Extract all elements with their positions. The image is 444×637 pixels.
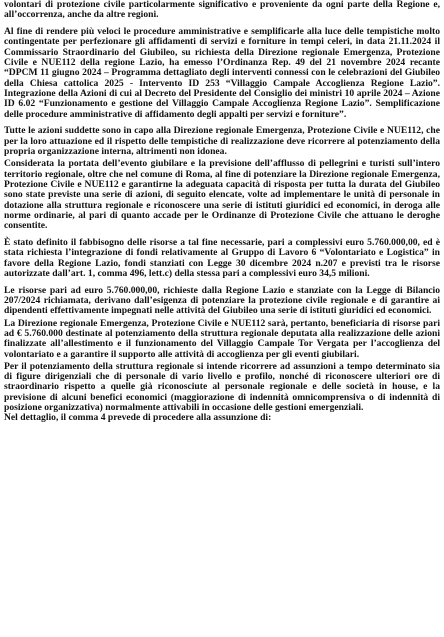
paragraph-azioni: Tutte le azioni suddette sono in capo alla Direzione regionale Emergenza, Protezione Civile e NUE112, che per la loro attuazione ed il rispetto delle tempistiche di realizzazione deve ricorrere al potenziamento della propria organizzazione interna, altrimenti non idonea. — [4, 125, 440, 158]
paragraph-risorse: Le risorse pari ad euro 5.760.000,00, richieste dalla Regione Lazio e stanziate con la Legge di Bilancio 207/2024 richiamata, derivano dall’esigenza di potenziare la protezione civile regionale e di garantire ai dipendenti effettivamente impegnati nelle attività del Giubileo una serie di istituti giuridici ed economici. — [4, 284, 440, 317]
paragraph-volontari: volontari di protezione civile particolarmente significativo e proveniente da ogni parte della Regione e, all’occorrenza, anche da altre regioni. — [4, 0, 440, 21]
paragraph-potenziamento: Per il potenziamento della struttura regionale si intende ricorrere ad assunzioni a tempo determinato sia di figure dirigenziali che di personale di vario livello e profilo, nonché di riconoscere ulteriori ore di straordinario rispetto a quelle già riconosciute al personale regionale e delle società in house, e la previsione di alcuni benefici economici (maggiorazione di indennità omnicomprensiva o di indennità di posizione organizzativa) normalmente attivabili in occasione delle gestioni emergenziali. — [4, 360, 440, 414]
paragraph-direzione-beneficiaria: La Direzione regionale Emergenza, Protezione Civile e NUE112 sarà, pertanto, beneficiaria di risorse pari ad € 5.760.000 destinate al potenziamento della struttura regionale deputata alla realizzazione delle azioni finalizzate all’allestimento e il funzionamento del Villaggio Campale Tor Vergata per l’accoglienza del volontariato e a garantire il supporto alle attività di accoglienza per gli eventi giubilari. — [4, 317, 440, 360]
paragraph-comma-4: Nel dettaglio, il comma 4 prevede di procedere alla assunzione di: — [4, 412, 272, 424]
paragraph-fabbisogno: È stato definito il fabbisogno delle risorse a tal fine necessarie, pari a complessivi euro 5.760.000,00, ed è stata richiesta l’integrazione di fondi relativamente al Gruppo di Lavoro 6 “Volontariato e Logistica” in favore della Regione Lazio, fondi stanziati con Legge 30 dicembre 2024 n.207 e previsti tra le risorse autorizzate dall’art. 1, comma 496, lett.c) della stessa pari a complessivi euro 34,5 milioni. — [4, 237, 440, 279]
paragraph-evento-giubilare: Considerata la portata dell’evento giubilare e la previsione dell’afflusso di pellegrini e turisti sull’intero territorio regionale, oltre che nel comune di Roma, al fine di potenziare la Direzione regionale Emergenza, Protezione Civile e NUE112 e garantirne la adeguata capacità di risposta per tutta la durata del Giubileo sono state previste una serie di azioni, di seguito elencate, volte ad implementare le unità di personale in dotazione alla struttura regionale e riconoscere una serie di istituti giuridici ed economici, in deroga alle norme ordinarie, al pari di quanto accade per le Ordinanze di Protezione Civile che attuano le deroghe consentite. — [4, 158, 440, 232]
paragraph-ordinanza: Al fine di rendere più veloci le procedure amministrative e semplificarle alla luce delle tempistiche molto contingentate per perfezionare gli affidamenti di servizi e forniture in tempi celeri, in data 21.11.2024 il Commissario Straordinario del Giubileo, su richiesta della Direzione regionale Emergenza, Protezione Civile e NUE112 della regione Lazio, ha emesso l’Ordinanza Rep. 49 del 21 novembre 2024 recante “DPCM 11 giugno 2024 – Programma dettagliato degli interventi connessi con le celebrazioni del Giubileo della Chiesa cattolica 2025 - Intervento ID 253 “Villaggio Campale Accoglienza Regione Lazio”. Integrazione della Azioni di cui al Decreto del Presidente del Consiglio dei ministri 10 aprile 2024 – Azione ID 6.02 “Funzionamento e gestione del Villaggio Campale Accoglienza Regione Lazio”. Semplificazione delle procedure amministrative di affidamento degli appalti per servizi e forniture”. — [4, 26, 440, 120]
